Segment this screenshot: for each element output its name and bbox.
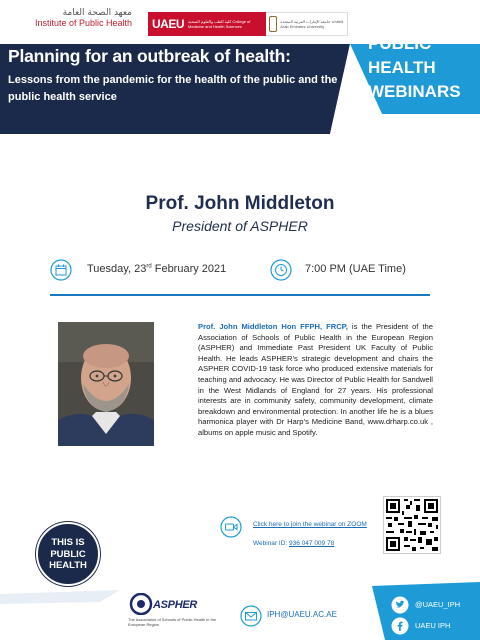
uaeu-emblem-icon <box>269 16 277 32</box>
event-date: Tuesday, 23rd February 2021 <box>87 263 227 275</box>
facebook-icon[interactable] <box>391 617 409 635</box>
speaker-photo <box>58 322 154 446</box>
video-icon <box>220 516 242 538</box>
event-time: 7:00 PM (UAE Time) <box>305 263 406 275</box>
qr-code[interactable] <box>383 496 441 554</box>
bio-text: is the President of the Association of Schools of Public Health in the European Region (ASPHER) and Immediate Past President UK Faculty of Public Health. He leads ASPHER’s strategic development and chairs the ASPHER COVID-19 task force who produced extensive materials for teaching and advocacy. He was Director of Public Health for Sandwell in the West Midlands of England for 27 years. His professional interests are in community safety, community development, climate breakdown and environmental protection. In another life he is a blues harmonica player with Dr Harp’s Medicine Band, www.drharp.co.uk , albums on apple music and Spotify. <box>198 322 433 437</box>
webinar-title: Planning for an outbreak of health: <box>8 46 291 66</box>
facebook-page[interactable]: UAEU IPH <box>415 621 451 630</box>
twitter-handle[interactable]: @UAEU_IPH <box>415 600 461 609</box>
join-zoom-link[interactable]: Click here to join the webinar on ZOOM <box>253 521 367 528</box>
uaeu-wordmark: UAEU <box>152 17 185 31</box>
uaeu-college-name: كلية الطب والعلوم الصحية College of Medicine and Health Sciences <box>188 19 251 29</box>
speaker-bio <box>198 322 433 439</box>
bio-lead: Prof. John Middleton Hon FFPH, FRCP, <box>198 322 348 331</box>
iph-logo-english: Institute of Public Health <box>34 18 132 28</box>
webinar-id: Webinar ID: 936 047 009 78 <box>253 540 335 547</box>
webinar-id-number[interactable]: 936 047 009 78 <box>289 540 335 547</box>
calendar-icon <box>50 259 72 281</box>
uaeu-logo <box>148 12 348 36</box>
this-is-public-health-badge: THIS IS PUBLIC HEALTH <box>36 522 100 586</box>
speaker-role: President of ASPHER <box>172 218 308 234</box>
section-divider <box>50 294 430 296</box>
series-label: PUBLIC HEALTH WEBINARS <box>368 34 461 101</box>
iph-logo <box>30 8 140 28</box>
contact-email[interactable]: IPH@UAEU.AC.AE <box>267 610 337 619</box>
iph-logo-arabic: معهد الصحة العامة <box>62 8 132 18</box>
uaeu-university-name: جامعة الإمارات العربية المتحدة United Arab Emirates University <box>280 19 344 29</box>
webinar-subtitle: Lessons from the pandemic for the health of the public and the public health service <box>8 74 338 103</box>
webinar-flyer: معهد الصحة العامة Institute of Public Health UAEU كلية الطب والعلوم الصحية College of Medicine and Health Sciences جامعة الإمارات العربية المتحدة United Arab Emirates University Planning for an outbreak of health: Lessons from the pandemic for the health of the public and the public health service PUBLIC HEALTH WEBINARS Prof. John Middleton President of ASPHER Tuesday, 23rd February 2021 7:00 PM (UAE Time) Prof. John Middleton Hon FFPH, FRCP, is the President of the Association of Schools of Public Health in the European Region (ASPHER) and Immediate Past President UK Faculty of Public Health. He leads ASPHER’s strategic development and chairs the ASPHER COVID-19 task force who produced extensive materials for teaching and advocacy. He was Director of Public Health for Sandwell in the West Midlands of England for 27 years. His professional interests are in community safety, community development, climate breakdown and environmental protection. In another life he is a blues harmonica player with Dr Harp’s Medicine Band, www.drharp.co.uk , albums on apple music and Spotify. Click here to join the webinar on ZOOM Webinar ID: 936 047 009 78 THIS IS PUBLIC HEALTH ASPHER The Association of Schools of Public Health in the European Region IPH@UAEU.AC.AE @UAEU_IPH UAEU IPH <box>0 0 480 640</box>
clock-icon <box>270 259 292 281</box>
mail-icon <box>240 605 262 627</box>
speaker-name: Prof. John Middleton <box>145 193 335 214</box>
twitter-icon[interactable] <box>391 596 409 614</box>
aspher-emblem-icon <box>128 593 154 615</box>
